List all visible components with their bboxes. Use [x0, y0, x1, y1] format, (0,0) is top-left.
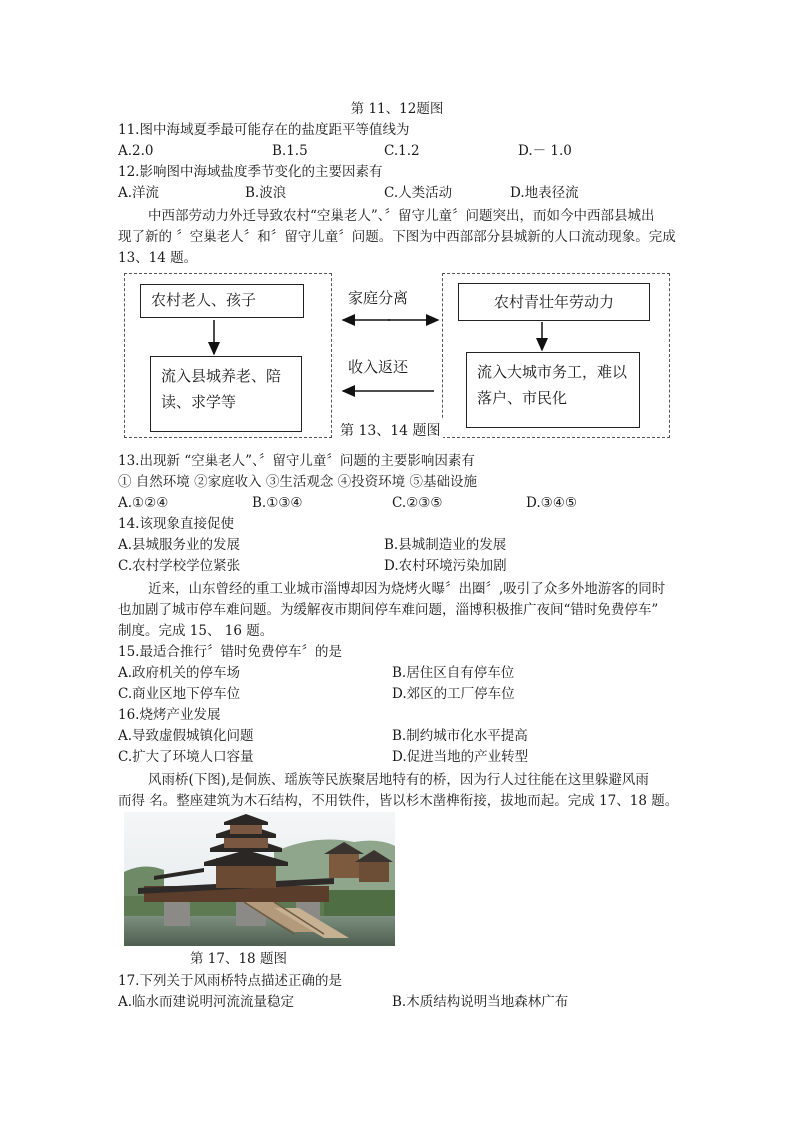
- passage-1-line-2: 现了新的 〞空巢老人〞和〞留守儿童〞问题。下图为中西部部分县城新的人口流动现象。完成: [118, 229, 676, 245]
- q12-option-c[interactable]: C.人类活动: [384, 185, 453, 201]
- q14-option-d[interactable]: D.农村环境污染加剧: [384, 558, 507, 574]
- q15-option-a[interactable]: A.政府机关的停车场: [118, 665, 241, 681]
- wind-rain-bridge-photo: [124, 812, 395, 946]
- question-13-stem: 13.出现新 “空巢老人”、〞留守儿童〞问题的主要影响因素有: [118, 453, 475, 469]
- q13-option-c[interactable]: C.②③⑤: [392, 495, 443, 511]
- q11-option-d[interactable]: D.－ 1.0: [518, 143, 572, 159]
- question-15-stem: 15.最适合推行〞错时免费停车〞的是: [118, 644, 342, 660]
- q11-option-a[interactable]: A.2.0: [118, 143, 154, 159]
- passage-2-line-3: 制度。完成 15、 16 题。: [118, 623, 274, 639]
- q12-option-a[interactable]: A.洋流: [118, 185, 160, 201]
- q15-option-b[interactable]: B.居住区自有停车位: [392, 665, 515, 681]
- diagram-caption: 第 13、14 题图: [338, 420, 443, 440]
- county-town-inflow-box: 流入县城养老、陪读、求学等: [150, 356, 302, 432]
- q16-option-a[interactable]: A.导致虚假城镇化问题: [118, 728, 254, 744]
- income-return-label: 收入返还: [348, 358, 409, 376]
- passage-1-line-3: 13、14 题。: [118, 250, 198, 266]
- q16-option-b[interactable]: B.制约城市化水平提高: [392, 728, 528, 744]
- photo-caption: 第 17、18 题图: [190, 951, 287, 967]
- question-14-stem: 14.该现象直接促使: [118, 516, 234, 532]
- q13-option-b[interactable]: B.①③④: [252, 495, 303, 511]
- bridge-illustration: [124, 812, 395, 946]
- q13-option-d[interactable]: D.③④⑤: [526, 495, 577, 511]
- big-city-inflow-box: 流入大城市务工，难以落户、市民化: [466, 352, 640, 428]
- q17-option-a[interactable]: A.临水而建说明河流流量稳定: [118, 994, 295, 1010]
- q15-option-d[interactable]: D.郊区的工厂停车位: [392, 686, 515, 702]
- q14-option-a[interactable]: A.县城服务业的发展: [118, 537, 241, 553]
- q16-option-d[interactable]: D.促进当地的产业转型: [392, 749, 529, 765]
- passage-1-line-1: 中西部劳动力外迁导致农村“空巢老人”、〞留守儿童〞问题突出，而如今中西部县城出: [148, 208, 655, 224]
- q13-factor-list: ① 自然环境 ②家庭收入 ③生活观念 ④投资环境 ⑤基础设施: [118, 474, 477, 490]
- question-17-stem: 17.下列关于风雨桥特点描述正确的是: [118, 973, 342, 989]
- rural-elderly-children-box: 农村老人、孩子: [140, 284, 304, 318]
- question-12-stem: 12.影响图中海域盐度季节变化的主要因素有: [118, 164, 383, 180]
- q13-option-a[interactable]: A.①②④: [118, 495, 169, 511]
- q17-option-b[interactable]: B.木质结构说明当地森林广布: [392, 994, 569, 1010]
- q11-option-b[interactable]: B.1.5: [272, 143, 308, 159]
- q16-option-c[interactable]: C.扩大了环境人口容量: [118, 749, 254, 765]
- rural-young-labor-box: 农村青壮年劳动力: [458, 283, 650, 321]
- q14-option-c[interactable]: C.农村学校学位紧张: [118, 558, 241, 574]
- passage-2-line-1: 近来，山东曾经的重工业城市淄博却因为烧烤火曝〞出圈〞,吸引了众多外地游客的同时: [148, 581, 666, 597]
- q15-option-c[interactable]: C.商业区地下停车位: [118, 686, 241, 702]
- passage-3-line-2: 而得 名。整座建筑为木石结构，不用铁件，皆以杉木凿榫衔接，拔地而起。完成 17、18 题。: [118, 793, 679, 809]
- q12-option-b[interactable]: B.波浪: [245, 185, 287, 201]
- family-separation-label: 家庭分离: [348, 289, 409, 307]
- figure-caption-11-12: 第 11、12题图: [350, 101, 444, 117]
- q12-option-d[interactable]: D.地表径流: [510, 185, 579, 201]
- q14-option-b[interactable]: B.县城制造业的发展: [384, 537, 507, 553]
- passage-2-line-2: 也加剧了城市停车难问题。为缓解夜市期间停车难问题，淄博积极推广夜间“错时免费停车”: [118, 602, 659, 618]
- q11-option-c[interactable]: C.1.2: [384, 143, 420, 159]
- passage-3-line-1: 风雨桥(下图),是侗族、瑶族等民族聚居地特有的桥，因为行人过往能在这里躲避风雨: [148, 772, 649, 788]
- question-11-stem: 11.图中海域夏季最可能存在的盐度距平等值线为: [118, 122, 410, 138]
- question-16-stem: 16.烧烤产业发展: [118, 707, 221, 723]
- diagram-arrows: [0, 0, 794, 450]
